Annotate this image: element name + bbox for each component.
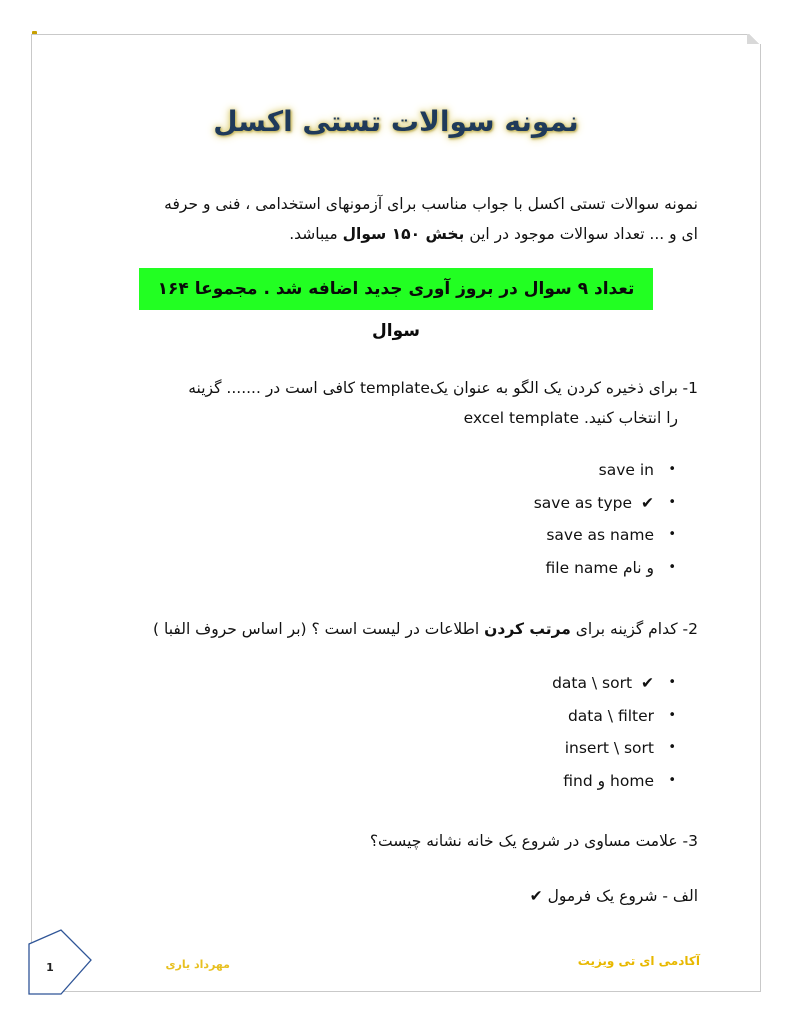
question-1-line-2 <box>110 403 678 433</box>
bullet-icon: • <box>668 462 676 477</box>
check-icon: ✔ <box>641 674 654 692</box>
page-number-tab-icon <box>27 928 97 996</box>
option-item <box>460 552 680 585</box>
option-item <box>460 667 680 700</box>
bullet-icon: • <box>668 707 676 723</box>
question-1-line-1 <box>110 373 678 403</box>
intro-line-2-bold: بخش ۱۵۰ سوال <box>342 225 465 243</box>
answer-text: شروع یک فرمول <box>547 887 658 905</box>
page-title: نمونه سوالات تستی اکسل <box>213 105 579 138</box>
option-item <box>460 454 680 487</box>
q2-text-b: اطلاعات در لیست است ؟ (بر اساس حروف الفبا ) <box>153 620 485 638</box>
option-text: data \ filter <box>567 706 654 725</box>
option-text: save in <box>598 461 654 479</box>
q1-text-a: برای ذخیره کردن یک الگو به عنوان یک <box>429 379 678 397</box>
option-text: insert \ sort <box>564 739 654 758</box>
footer-academy-name: آکادمی ای تی ویزیت <box>577 954 700 968</box>
page-number: 1 <box>46 961 54 974</box>
intro-line-2-text: ای و ... تعداد سوالات موجود در این <box>464 225 698 243</box>
intro-line-2 <box>100 219 698 249</box>
question-2-options <box>460 667 680 798</box>
question-1-options <box>460 454 680 585</box>
option-item <box>460 765 680 798</box>
bullet-icon: • <box>668 560 676 576</box>
answer-separator: - <box>662 887 668 905</box>
intro-line-2-end: میباشد. <box>289 225 343 243</box>
question-3-answer <box>440 880 698 912</box>
q2-text-bold: مرتب کردن <box>484 620 571 638</box>
footer-author-name: مهرداد یاری <box>165 958 230 971</box>
bullet-icon: • <box>668 675 676 690</box>
q1-text-c: کافی است در ....... گزینه <box>188 379 360 397</box>
q1-line2-b: را انتخاب کنید. <box>583 409 678 427</box>
option-item <box>460 487 680 520</box>
check-icon: ✔ <box>529 887 543 905</box>
option-text: save as name <box>546 526 654 545</box>
bullet-icon: • <box>668 494 676 510</box>
option-item <box>460 700 680 733</box>
option-item <box>460 519 680 552</box>
check-icon: ✔ <box>641 493 654 512</box>
intro-paragraph <box>100 189 698 249</box>
option-text: file name و نام <box>545 559 654 578</box>
option-item <box>460 732 680 765</box>
question-1 <box>110 373 698 433</box>
bullet-icon: • <box>668 773 676 789</box>
q2-text-a: 2- کدام گزینه برای <box>570 620 698 638</box>
option-text: data \ sort <box>552 674 633 692</box>
bullet-icon: • <box>668 740 676 756</box>
question-3: 3- علامت مساوی در شروع یک خانه نشانه چیست؟ <box>369 832 698 850</box>
page-corner-fold <box>747 34 761 44</box>
option-text: find و home <box>563 772 654 791</box>
q1-line2-a: excel template <box>463 409 579 427</box>
bullet-icon: • <box>668 527 676 543</box>
question-1-number: 1- <box>682 379 698 397</box>
question-2 <box>110 614 698 644</box>
q1-text-b: template <box>359 379 430 397</box>
update-notice: تعداد ۹ سوال در بروز آوری جدید اضافه شد . مجموعا ۱۶۴ سوال <box>139 268 653 310</box>
option-text: save as type <box>533 493 633 512</box>
intro-line-1: نمونه سوالات تستی اکسل با جواب مناسب برای آزمونهای استخدامی ، فنی و حرفه <box>164 195 698 213</box>
answer-label: الف <box>672 887 698 905</box>
